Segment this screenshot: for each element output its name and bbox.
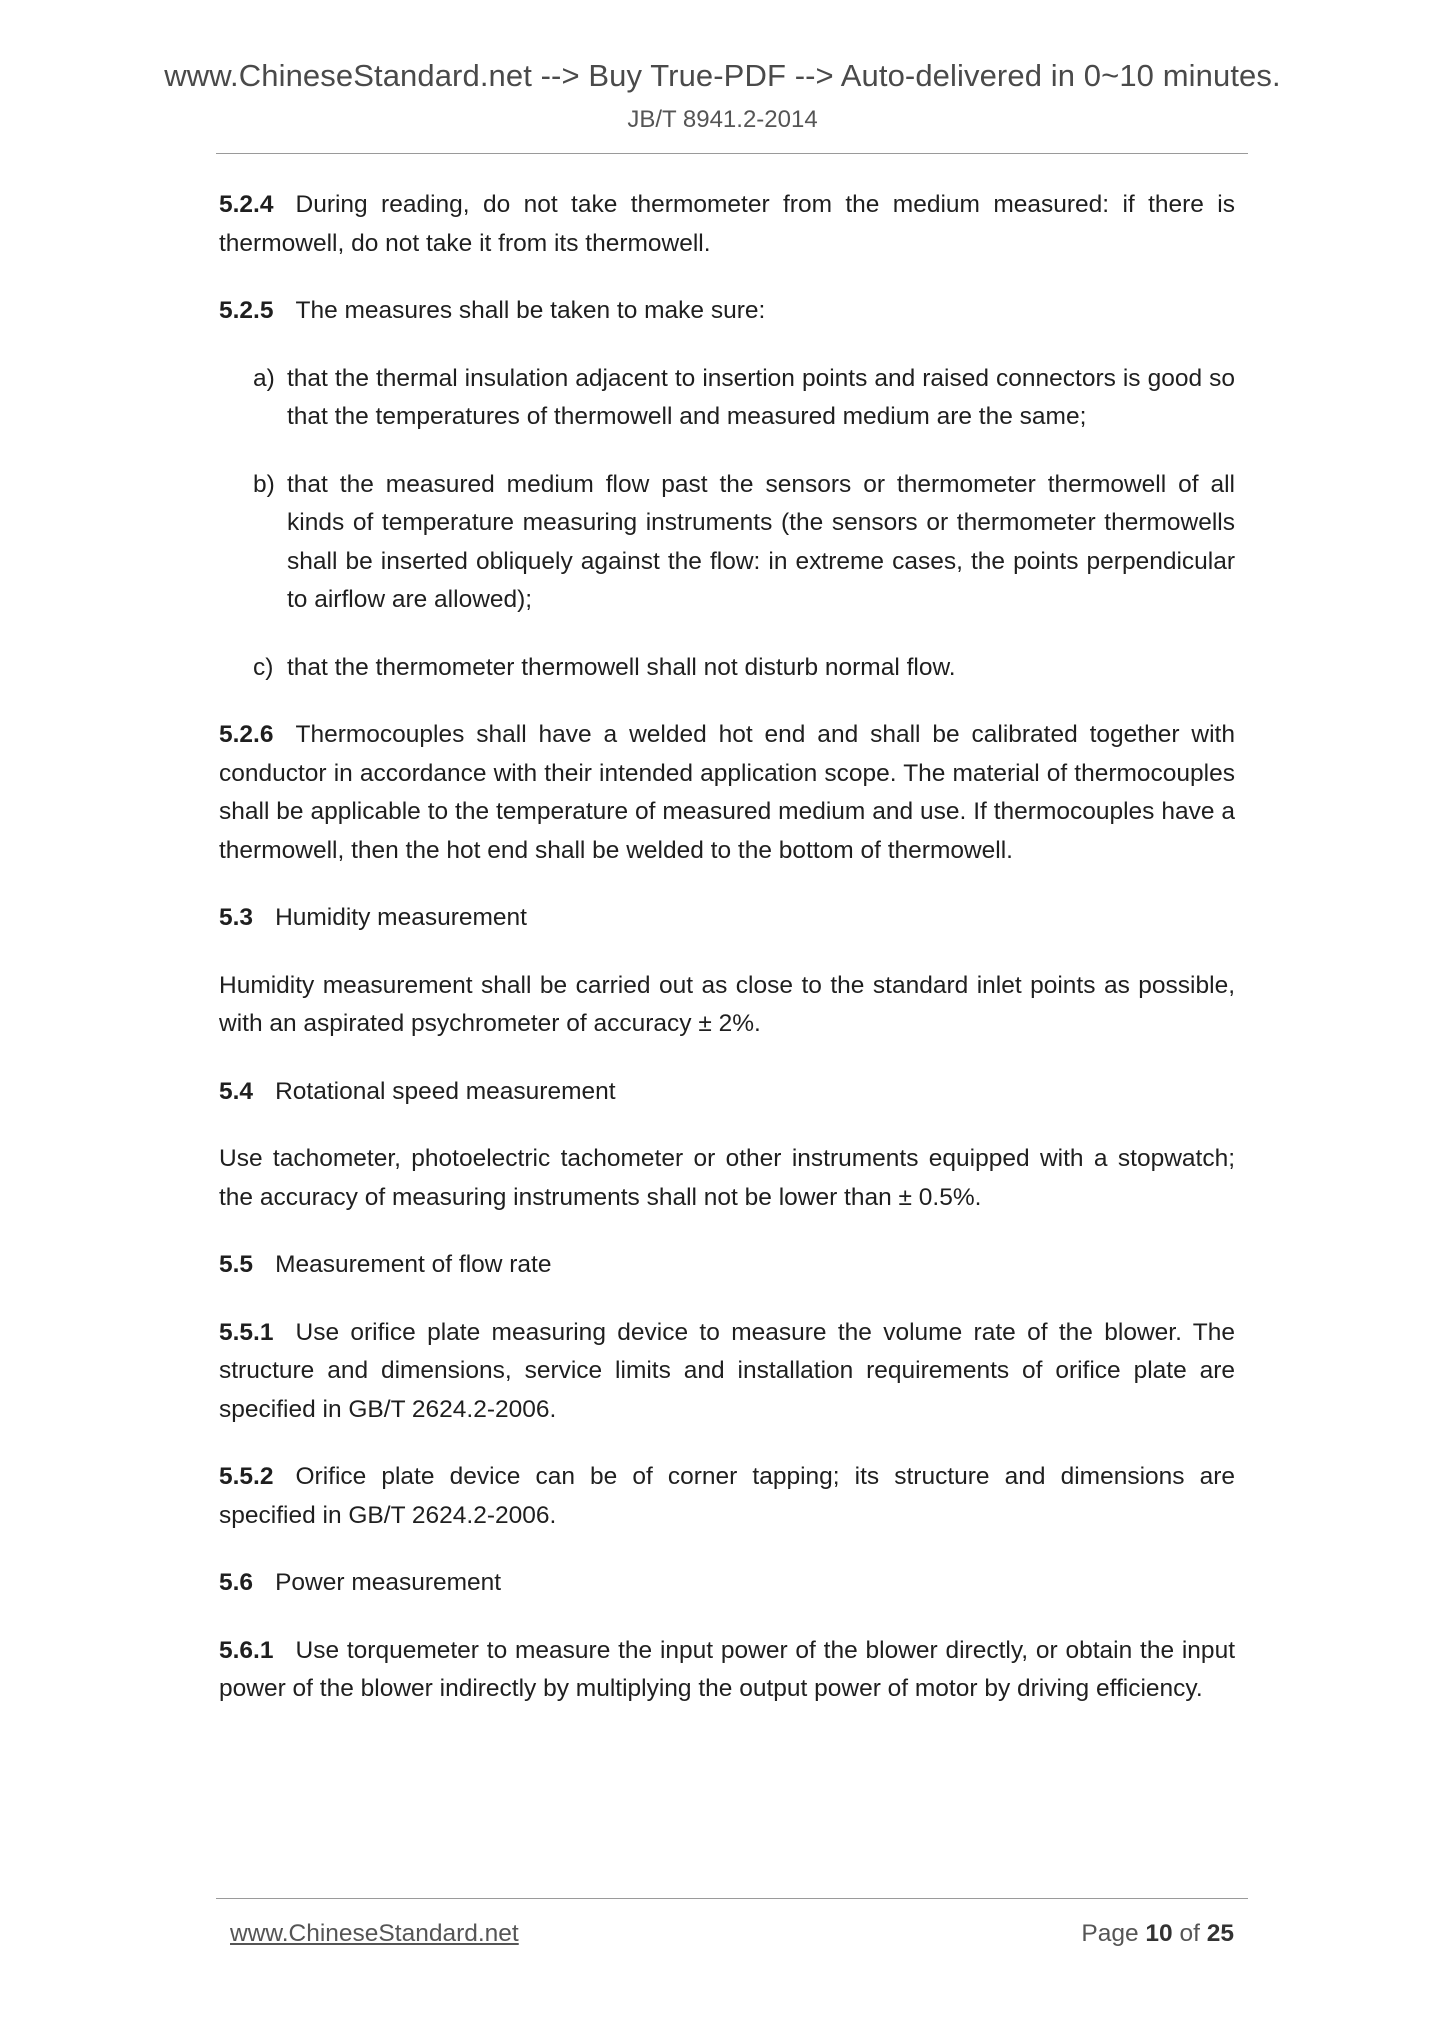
section-number: 5.6	[219, 1569, 254, 1596]
section-number: 5.5	[219, 1251, 254, 1278]
clause-number: 5.5.1	[219, 1318, 274, 1346]
clause-5-5-1	[219, 1314, 1235, 1430]
header-divider	[216, 153, 1248, 154]
section-heading-5-6	[219, 1564, 1235, 1603]
clause-number: 5.6.1	[219, 1636, 274, 1664]
list-marker: c)	[253, 653, 274, 681]
page-total: 25	[1206, 1920, 1234, 1947]
list-item-b	[253, 466, 1235, 620]
list-marker: b)	[253, 470, 275, 498]
clause-text: Thermocouples shall have a welded hot end and shall be calibrated together with conductor in accordance with their intended application scope. The material of thermocouples shall be applicable to the temperature of measured medium and use. If thermocouples have a thermowell, then the hot end shall be welded to the bottom of thermowell.	[219, 721, 1235, 864]
standard-id: JB/T 8941.2-2014	[627, 106, 818, 133]
clause-number: 5.5.2	[219, 1463, 274, 1490]
list-item-text: that the thermometer thermowell shall not disturb normal flow.	[287, 653, 956, 681]
clause-number: 5.2.6	[219, 721, 274, 748]
list-marker: a)	[253, 364, 275, 392]
clause-text: During reading, do not take thermometer from the medium measured: if there is thermowell, do not take it from its thermowell.	[219, 191, 1235, 257]
page-label: Page	[1081, 1920, 1139, 1947]
clause-number: 5.2.5	[219, 297, 274, 324]
clause-5-2-4	[219, 186, 1235, 263]
page-of: of	[1179, 1920, 1200, 1947]
clause-number: 5.2.4	[219, 191, 274, 218]
section-title: Power measurement	[275, 1569, 502, 1596]
list-item-text: that the thermal insulation adjacent to insertion points and raised connectors is good so that the temperatures of thermowell and measured medium are the same;	[287, 364, 1235, 430]
clause-text: Use orifice plate measuring device to measure the volume rate of the blower. The structure and dimensions, service limits and installation requirements of orifice plate are specified in GB/T 2624.2-2006.	[219, 1318, 1235, 1423]
clause-text: Use torquemeter to measure the input power of the blower directly, or obtain the input power of the blower indirectly by multiplying the output power of motor by driving efficiency.	[219, 1636, 1235, 1702]
section-heading-5-5	[219, 1246, 1235, 1285]
section-title: Humidity measurement	[275, 904, 527, 931]
clause-text: The measures shall be taken to make sure:	[295, 297, 766, 324]
document-body	[219, 186, 1235, 1738]
clause-5-2-6	[219, 716, 1235, 870]
section-number: 5.4	[219, 1077, 254, 1105]
section-heading-5-4	[219, 1073, 1235, 1112]
list-item-c	[253, 649, 1235, 688]
section-heading-5-3	[219, 899, 1235, 938]
clause-5-6-1	[219, 1632, 1235, 1709]
page-indicator	[1081, 1920, 1234, 1948]
footer-divider	[216, 1898, 1248, 1899]
section-5-4-text: Use tachometer, photoelectric tachometer or other instruments equipped with a stopwatch; the accuracy of measuring instruments shall not be lower than ± 0.5%.	[219, 1145, 1235, 1211]
clause-5-2-5	[219, 292, 1235, 331]
page-current: 10	[1145, 1920, 1173, 1947]
clause-text: Orifice plate device can be of corner tapping; its structure and dimensions are specified in GB/T 2624.2-2006.	[219, 1463, 1235, 1529]
section-5-3-text: Humidity measurement shall be carried out as close to the standard inlet points as possible, with an aspirated psychrometer of accuracy ± 2%.	[219, 971, 1235, 1037]
header-banner: www.ChineseStandard.net --> Buy True-PDF --> Auto-delivered in 0~10 minutes.	[164, 58, 1281, 93]
section-title: Rotational speed measurement	[275, 1077, 616, 1105]
clause-5-5-2	[219, 1458, 1235, 1535]
footer-site-link[interactable]: www.ChineseStandard.net	[230, 1920, 519, 1947]
list-item-text: that the measured medium flow past the sensors or thermometer thermowell of all kinds of temperature measuring instruments (the sensors or thermometer thermowells shall be inserted obliquely against the flow: in extreme cases, the points perpendicular to airflow are allowed);	[287, 470, 1235, 613]
list-item-a	[253, 360, 1235, 437]
section-title: Measurement of flow rate	[275, 1251, 552, 1278]
section-number: 5.3	[219, 904, 254, 931]
